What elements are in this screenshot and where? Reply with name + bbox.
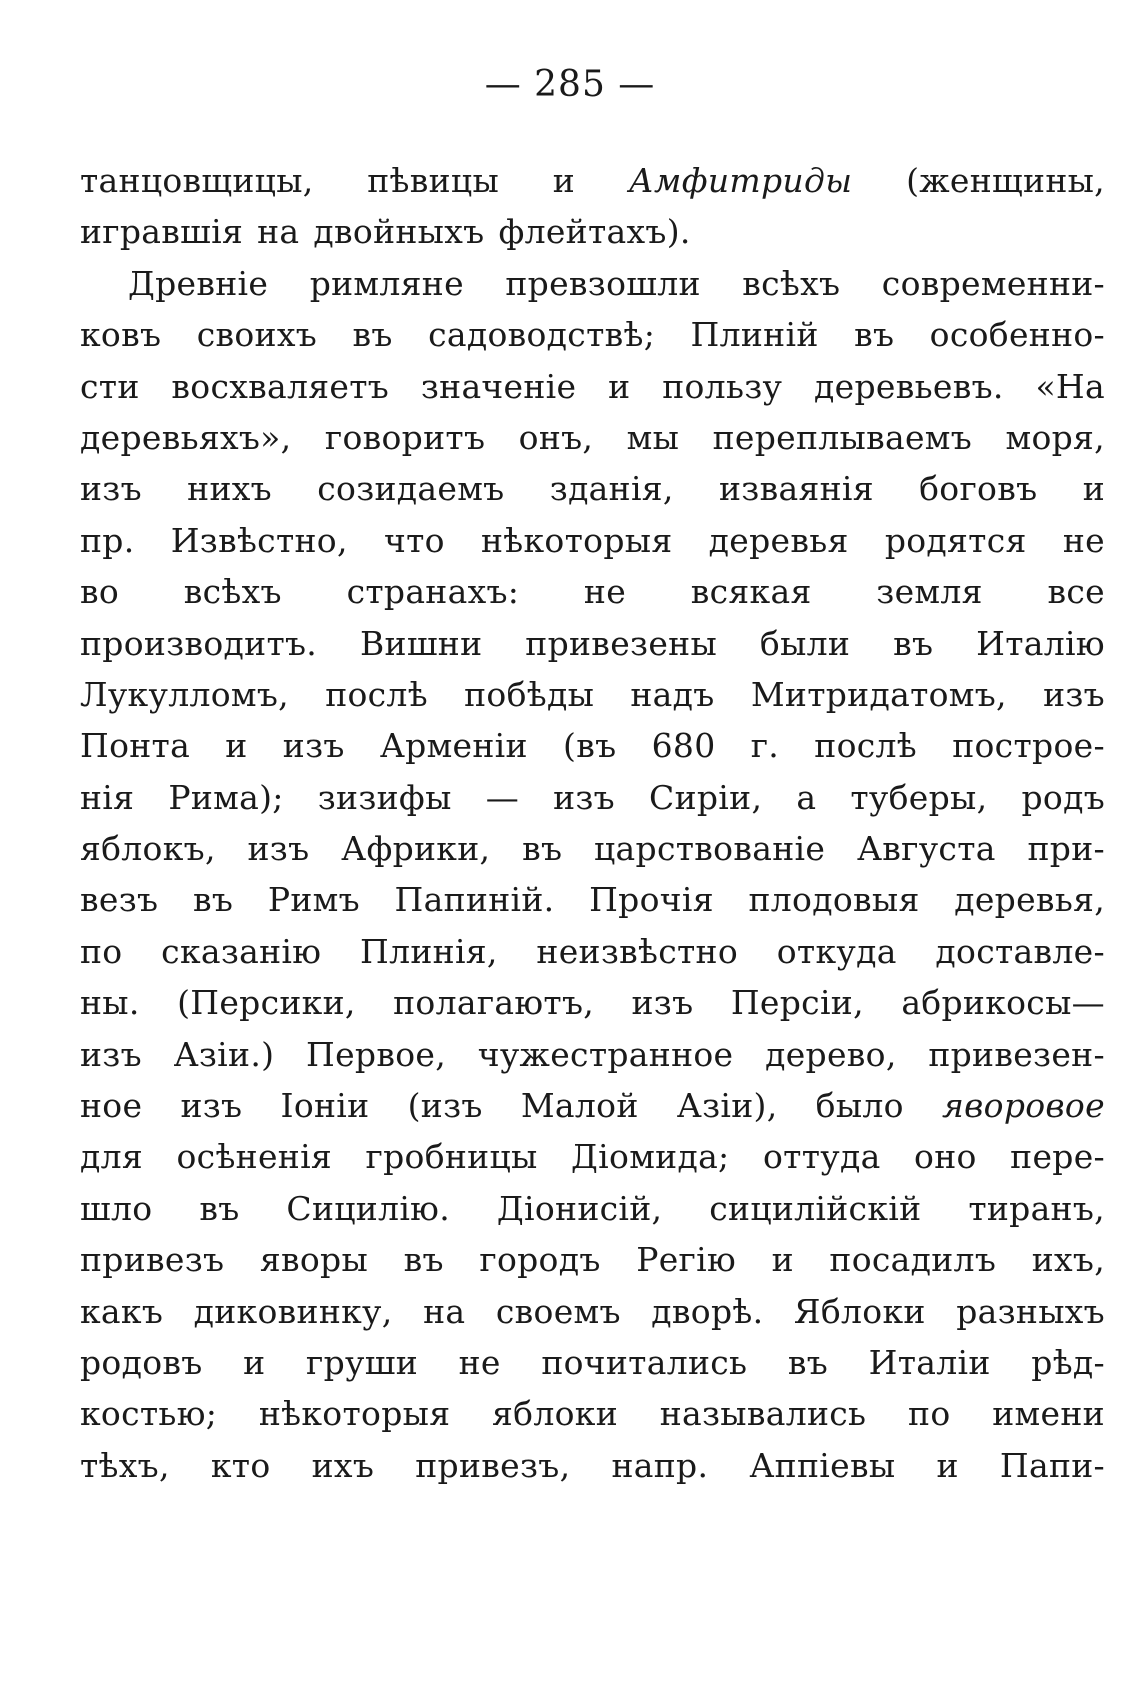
- word: Плинія,: [360, 931, 498, 971]
- word: странахъ:: [346, 572, 520, 612]
- word: пѣвицы: [367, 161, 500, 200]
- word: Персіи,: [730, 983, 864, 1023]
- word: пр.: [80, 520, 135, 560]
- word: своихъ: [196, 315, 318, 355]
- word: въ: [854, 315, 895, 355]
- word: въ: [893, 623, 934, 663]
- word: дерево,: [765, 1034, 897, 1074]
- text-line: [80, 258, 1105, 309]
- word: костью;: [80, 1394, 218, 1434]
- text-line: [80, 1234, 1105, 1285]
- text-line: [80, 874, 1105, 925]
- word: значеніе: [420, 366, 577, 406]
- word: во: [80, 572, 120, 612]
- text-line: [80, 1286, 1105, 1337]
- word: изъ: [553, 777, 615, 817]
- text-line: [80, 566, 1105, 617]
- word: родятся: [884, 520, 1027, 560]
- word: плодовыя: [748, 880, 920, 920]
- word: родовъ: [80, 1342, 203, 1382]
- word: Августа: [856, 829, 996, 869]
- word: деревьяхъ»,: [80, 417, 292, 457]
- word: изваянія: [719, 469, 874, 509]
- word: было: [815, 1086, 904, 1126]
- word: сти: [80, 366, 140, 406]
- word: Лукулломъ,: [80, 674, 289, 714]
- word: боговъ: [919, 469, 1038, 509]
- word: садоводствѣ;: [428, 315, 656, 355]
- word: деревьевъ.: [814, 366, 1004, 406]
- word: ное: [80, 1086, 143, 1126]
- word: диковинку,: [193, 1291, 393, 1331]
- word: послѣ: [325, 674, 428, 714]
- word: яблокъ,: [80, 829, 216, 869]
- word: привезены: [525, 623, 718, 663]
- word: Извѣстно,: [170, 520, 348, 560]
- word: Первое,: [306, 1034, 447, 1074]
- word: не: [1062, 520, 1105, 560]
- word: превзошли: [505, 263, 701, 303]
- word: нія: [80, 777, 135, 817]
- text-line: [80, 1029, 1105, 1080]
- word: Италію: [976, 623, 1105, 663]
- text-line: [80, 206, 1105, 257]
- word: не: [458, 1342, 501, 1382]
- word: Митридатомъ,: [750, 674, 1007, 714]
- word: въ: [787, 1342, 829, 1382]
- word: современни-: [881, 263, 1105, 303]
- word: пользу: [662, 366, 783, 406]
- word: какъ: [80, 1291, 164, 1331]
- word: Яблоки: [793, 1291, 926, 1331]
- word: созидаемъ: [317, 469, 505, 509]
- word: переплываемъ: [712, 417, 973, 457]
- word: Папи-: [999, 1445, 1105, 1485]
- word: нѣкоторыя: [258, 1394, 451, 1434]
- word: (изъ: [407, 1086, 483, 1126]
- word: особенно-: [929, 315, 1105, 355]
- page-number: — 285 —: [484, 64, 656, 105]
- word: тѣхъ,: [80, 1445, 170, 1485]
- word: назывались: [659, 1394, 867, 1434]
- word: Аппіевы: [749, 1445, 896, 1485]
- text-line: [80, 1183, 1105, 1234]
- word: изъ: [631, 983, 694, 1023]
- word: городъ: [479, 1240, 601, 1280]
- word: и: [608, 366, 631, 406]
- word: земля: [876, 572, 983, 612]
- word: шло: [80, 1188, 153, 1228]
- word: неизвѣстно: [536, 931, 739, 971]
- word: моря,: [1005, 417, 1105, 457]
- text-line: [80, 1337, 1105, 1388]
- word: рѣд-: [1031, 1342, 1105, 1382]
- word: г.: [750, 726, 780, 766]
- word: по: [908, 1394, 951, 1434]
- word: для: [80, 1137, 144, 1177]
- word: и: [771, 1240, 794, 1280]
- word: яблоки: [492, 1394, 618, 1434]
- word: надъ: [630, 674, 715, 714]
- word: сицилійскій: [709, 1188, 922, 1228]
- word: привезен-: [928, 1034, 1105, 1074]
- text-line: [80, 463, 1105, 514]
- word: привезъ: [80, 1240, 225, 1280]
- word: Малой: [520, 1086, 639, 1126]
- word: всѣхъ: [183, 572, 282, 612]
- word: доставле-: [935, 931, 1105, 971]
- word: Древніе: [128, 263, 269, 303]
- word: Іоніи: [280, 1086, 370, 1126]
- text-line: [80, 823, 1105, 874]
- word: Сиріи,: [649, 777, 763, 817]
- word: осѣненія: [176, 1137, 333, 1177]
- word: полагаютъ,: [393, 983, 595, 1023]
- word: Регію: [636, 1240, 736, 1280]
- word: откуда: [776, 931, 897, 971]
- text-line: [80, 618, 1105, 669]
- word: ихъ: [311, 1445, 375, 1485]
- word: дворѣ.: [651, 1291, 764, 1331]
- word: онъ,: [518, 417, 594, 457]
- word: всякая: [690, 572, 812, 612]
- word: (женщины,: [906, 161, 1105, 200]
- word: танцовщицы,: [80, 161, 314, 200]
- word: и: [225, 726, 248, 766]
- word: и: [1082, 469, 1105, 509]
- word: привезъ,: [415, 1445, 571, 1485]
- word: мы: [626, 417, 680, 457]
- word: своемъ: [495, 1291, 621, 1331]
- word: родъ: [1021, 777, 1105, 817]
- text-line: [80, 720, 1105, 771]
- text-line: [80, 309, 1105, 360]
- word: сказанію: [161, 931, 322, 971]
- word: деревья,: [954, 880, 1105, 920]
- word: деревья: [708, 520, 849, 560]
- word: оно: [914, 1137, 977, 1177]
- word: всѣхъ: [742, 263, 841, 303]
- word: разныхъ: [956, 1291, 1105, 1331]
- word: въ: [192, 880, 234, 920]
- word: двойныхъ: [313, 212, 485, 252]
- text-line: [80, 1440, 1105, 1491]
- word: напр.: [611, 1445, 709, 1485]
- word: производитъ.: [80, 623, 318, 663]
- word: Азіи.): [173, 1034, 275, 1074]
- word: тиранъ,: [968, 1188, 1105, 1228]
- word: на: [423, 1291, 466, 1331]
- word: Вишни: [359, 623, 483, 663]
- word: нѣкоторыя: [481, 520, 673, 560]
- body-text: [80, 155, 1105, 1491]
- word: почитались: [541, 1342, 748, 1382]
- word: Плиній: [690, 315, 819, 355]
- word: Понта: [80, 726, 191, 766]
- word: что: [383, 520, 445, 560]
- word: въ: [352, 315, 393, 355]
- word: яворы: [259, 1240, 369, 1280]
- text-line: [80, 412, 1105, 463]
- word: пере-: [1010, 1137, 1105, 1177]
- word: Рима);: [168, 777, 284, 817]
- word: не: [583, 572, 627, 612]
- word: зизифы: [317, 777, 452, 817]
- word: римляне: [309, 263, 464, 303]
- word: Діомида;: [571, 1137, 730, 1177]
- word: оттуда: [762, 1137, 881, 1177]
- word: побѣды: [464, 674, 595, 714]
- word: флейтахъ).: [498, 212, 691, 252]
- word: груши: [306, 1342, 419, 1382]
- word: царствованіе: [594, 829, 826, 869]
- text-line: [80, 1131, 1105, 1182]
- word: гробницы: [365, 1137, 538, 1177]
- word: абрикосы—: [901, 983, 1105, 1023]
- word: ихъ,: [1031, 1240, 1105, 1280]
- word: и: [243, 1342, 266, 1382]
- word: «На: [1035, 366, 1105, 406]
- word: Италіи: [868, 1342, 991, 1382]
- italic-word: Амфитриды: [628, 161, 853, 200]
- text-line: [80, 926, 1105, 977]
- word: изъ: [80, 469, 142, 509]
- word: говоритъ: [324, 417, 486, 457]
- word: кто: [210, 1445, 271, 1485]
- word: на: [257, 212, 300, 252]
- word: везъ: [80, 880, 159, 920]
- word: въ: [522, 829, 563, 869]
- word: —: [485, 777, 520, 817]
- text-line: [80, 155, 1105, 206]
- word: посадилъ: [829, 1240, 997, 1280]
- word: игравшія: [80, 212, 244, 252]
- word: построе-: [952, 726, 1105, 766]
- word: послѣ: [814, 726, 918, 766]
- word: изъ: [1043, 674, 1105, 714]
- text-line: [80, 977, 1105, 1028]
- word: и: [552, 161, 576, 200]
- word: чужестранное: [477, 1034, 734, 1074]
- text-line: [80, 361, 1105, 412]
- word: нихъ: [187, 469, 272, 509]
- word: изъ: [80, 1034, 142, 1074]
- word: при-: [1027, 829, 1105, 869]
- text-line: [80, 1080, 1105, 1131]
- word: 680: [651, 726, 716, 766]
- word: были: [759, 623, 851, 663]
- word: Римъ: [267, 880, 360, 920]
- text-line: [80, 772, 1105, 823]
- word: Діонисій,: [496, 1188, 663, 1228]
- word: Арменіи: [379, 726, 528, 766]
- word: туберы,: [850, 777, 988, 817]
- word: все: [1047, 572, 1105, 612]
- word: изъ: [180, 1086, 243, 1126]
- word: ковъ: [80, 315, 162, 355]
- word: зданія,: [549, 469, 674, 509]
- word: по: [80, 931, 123, 971]
- word: Прочія: [589, 880, 714, 920]
- word: изъ: [282, 726, 345, 766]
- word: имени: [992, 1394, 1105, 1434]
- word: а: [796, 777, 817, 817]
- italic-word: яворовое: [942, 1086, 1105, 1126]
- word: въ: [199, 1188, 240, 1228]
- word: Африки,: [341, 829, 491, 869]
- word: ны.: [80, 983, 140, 1023]
- text-line: [80, 515, 1105, 566]
- word: и: [936, 1445, 959, 1485]
- word: въ: [403, 1240, 444, 1280]
- word: (Персики,: [177, 983, 356, 1023]
- word: Сицилію.: [286, 1188, 450, 1228]
- text-line: [80, 669, 1105, 720]
- word: (въ: [563, 726, 617, 766]
- text-line: [80, 1388, 1105, 1439]
- word: восхваляетъ: [171, 366, 390, 406]
- word: изъ: [247, 829, 310, 869]
- word: Папиній.: [394, 880, 555, 920]
- word: Азіи),: [676, 1086, 778, 1126]
